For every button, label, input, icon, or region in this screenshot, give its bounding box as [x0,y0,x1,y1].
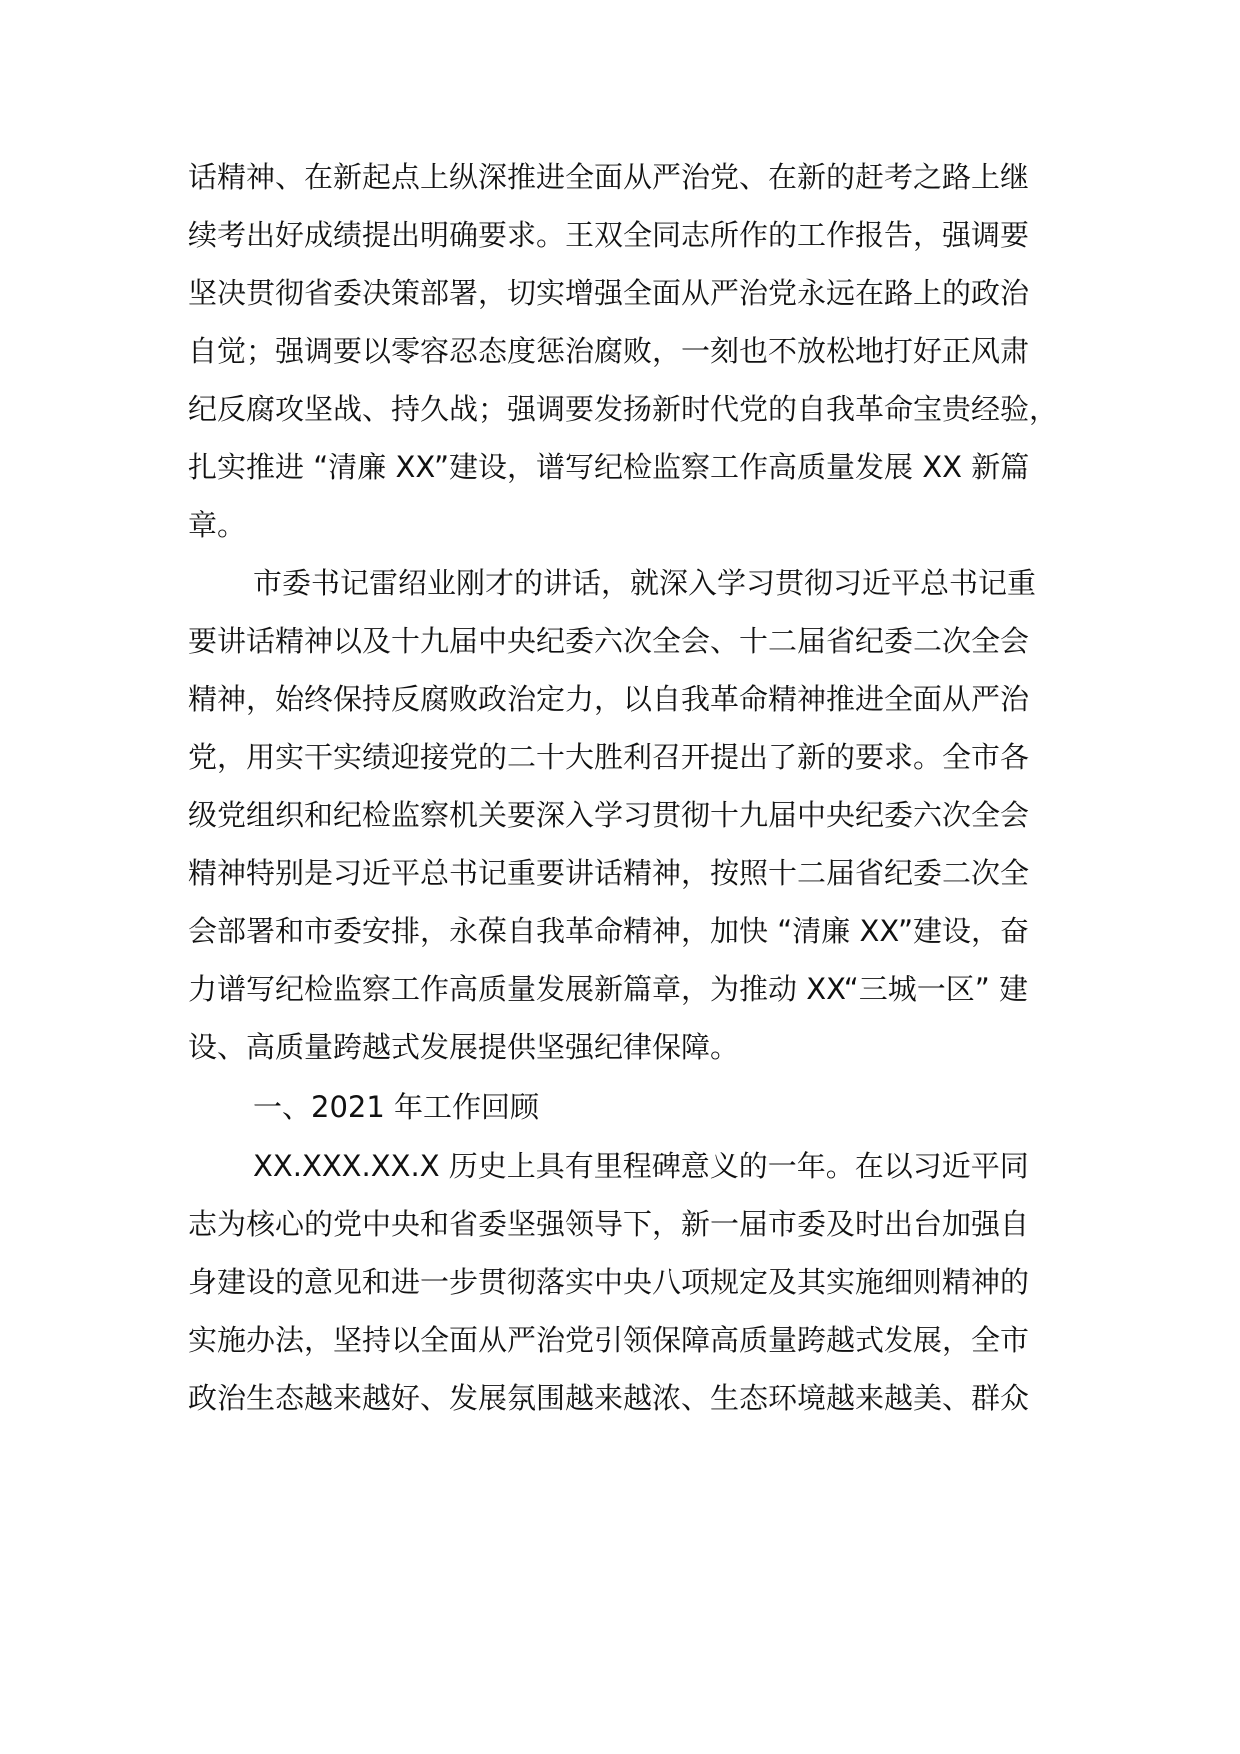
paragraph-2-line-7: 会部署和市委安排，永葆自我革命精神，加快 “清廉 XX”建设，奋 [188,914,1030,948]
paragraph-2-line-1: 市委书记雷绍业刚才的讲话，就深入学习贯彻习近平总书记重 [253,566,1037,600]
paragraph-3-line-4: 实施办法，坚持以全面从严治党引领保障高质量跨越式发展，全市 [188,1323,1030,1357]
section-heading: 一、2021 年工作回顾 [253,1090,540,1124]
paragraph-1-line-7: 章。 [188,508,247,542]
paragraph-1-line-3: 坚决贯彻省委决策部署，切实增强全面从严治党永远在路上的政治 [188,276,1030,310]
paragraph-1-line-2: 续考出好成绩提出明确要求。王双全同志所作的工作报告，强调要 [188,218,1030,252]
paragraph-2-line-9: 设、高质量跨越式发展提供坚强纪律保障。 [188,1030,740,1064]
paragraph-2-line-2: 要讲话精神以及十九届中央纪委六次全会、十二届省纪委二次全会 [188,624,1030,658]
paragraph-3-line-1: XX.XXX.XX.X 历史上具有里程碑意义的一年。在以习近平同 [253,1149,1029,1183]
paragraph-1-line-5: 纪反腐攻坚战、持久战；强调要发扬新时代党的自我革命宝贵经验， [188,392,1059,426]
paragraph-1-line-4: 自觉；强调要以零容忍态度惩治腐败，一刻也不放松地打好正风肃 [188,334,1030,368]
paragraph-2-line-5: 级党组织和纪检监察机关要深入学习贯彻十九届中央纪委六次全会 [188,798,1030,832]
paragraph-2-line-3: 精神，始终保持反腐败政治定力，以自我革命精神推进全面从严治 [188,682,1030,716]
paragraph-2-line-6: 精神特别是习近平总书记重要讲话精神，按照十二届省纪委二次全 [188,856,1030,890]
paragraph-1-line-6: 扎实推进 “清廉 XX”建设，谱写纪检监察工作高质量发展 XX 新篇 [188,450,1030,484]
paragraph-2-line-4: 党，用实干实绩迎接党的二十大胜利召开提出了新的要求。全市各 [188,740,1030,774]
paragraph-2-line-8: 力谱写纪检监察工作高质量发展新篇章，为推动 XX“三城一区” 建 [188,972,1028,1006]
paragraph-1-line-1: 话精神、在新起点上纵深推进全面从严治党、在新的赶考之路上继 [188,160,1030,194]
paragraph-3-line-5: 政治生态越来越好、发展氛围越来越浓、生态环境越来越美、群众 [188,1381,1030,1415]
paragraph-3-line-3: 身建设的意见和进一步贯彻落实中央八项规定及其实施细则精神的 [188,1265,1030,1299]
paragraph-3-line-2: 志为核心的党中央和省委坚强领导下，新一届市委及时出台加强自 [188,1207,1030,1241]
